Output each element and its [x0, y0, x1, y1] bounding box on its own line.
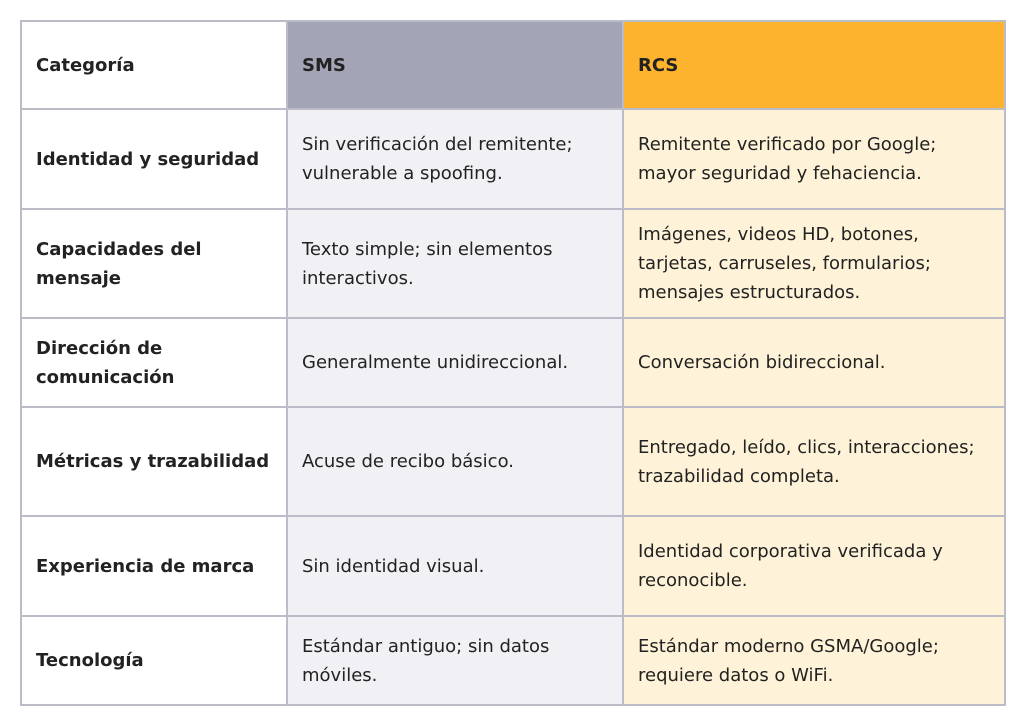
row-category-cell: Experiencia de marca [21, 516, 287, 616]
header-sms: SMS [287, 21, 623, 109]
row-sms-cell: Estándar antiguo; sin datos móviles. [287, 616, 623, 705]
table-row [21, 109, 1005, 209]
table-row [21, 407, 1005, 516]
table-row [21, 616, 1005, 705]
header-category: Categoría [21, 21, 287, 109]
header-row [21, 21, 1005, 109]
table-row [21, 318, 1005, 407]
row-rcs-cell: Estándar moderno GSMA/Google; requiere datos o WiFi. [623, 616, 1005, 705]
row-category-cell: Capacidades del mensaje [21, 209, 287, 318]
header-rcs: RCS [623, 21, 1005, 109]
row-sms-cell: Generalmente unidireccional. [287, 318, 623, 407]
row-rcs-cell: Imágenes, videos HD, botones, tarjetas, carruseles, formularios; mensajes estructurados. [623, 209, 1005, 318]
row-category-cell: Métricas y trazabilidad [21, 407, 287, 516]
table-row [21, 516, 1005, 616]
row-category-cell: Identidad y seguridad [21, 109, 287, 209]
row-sms-cell: Texto simple; sin elementos interactivos. [287, 209, 623, 318]
table-row [21, 209, 1005, 318]
row-rcs-cell: Entregado, leído, clics, interacciones; trazabilidad completa. [623, 407, 1005, 516]
row-sms-cell: Sin identidad visual. [287, 516, 623, 616]
comparison-table-container [20, 20, 1004, 706]
row-category-cell: Tecnología [21, 616, 287, 705]
row-rcs-cell: Conversación bidireccional. [623, 318, 1005, 407]
row-rcs-cell: Remitente verificado por Google; mayor seguridad y fehaciencia. [623, 109, 1005, 209]
row-category-cell: Dirección de comunicación [21, 318, 287, 407]
row-rcs-cell: Identidad corporativa verificada y reconocible. [623, 516, 1005, 616]
sms-vs-rcs-comparison-table [20, 20, 1006, 706]
row-sms-cell: Acuse de recibo básico. [287, 407, 623, 516]
row-sms-cell: Sin verificación del remitente; vulnerable a spoofing. [287, 109, 623, 209]
